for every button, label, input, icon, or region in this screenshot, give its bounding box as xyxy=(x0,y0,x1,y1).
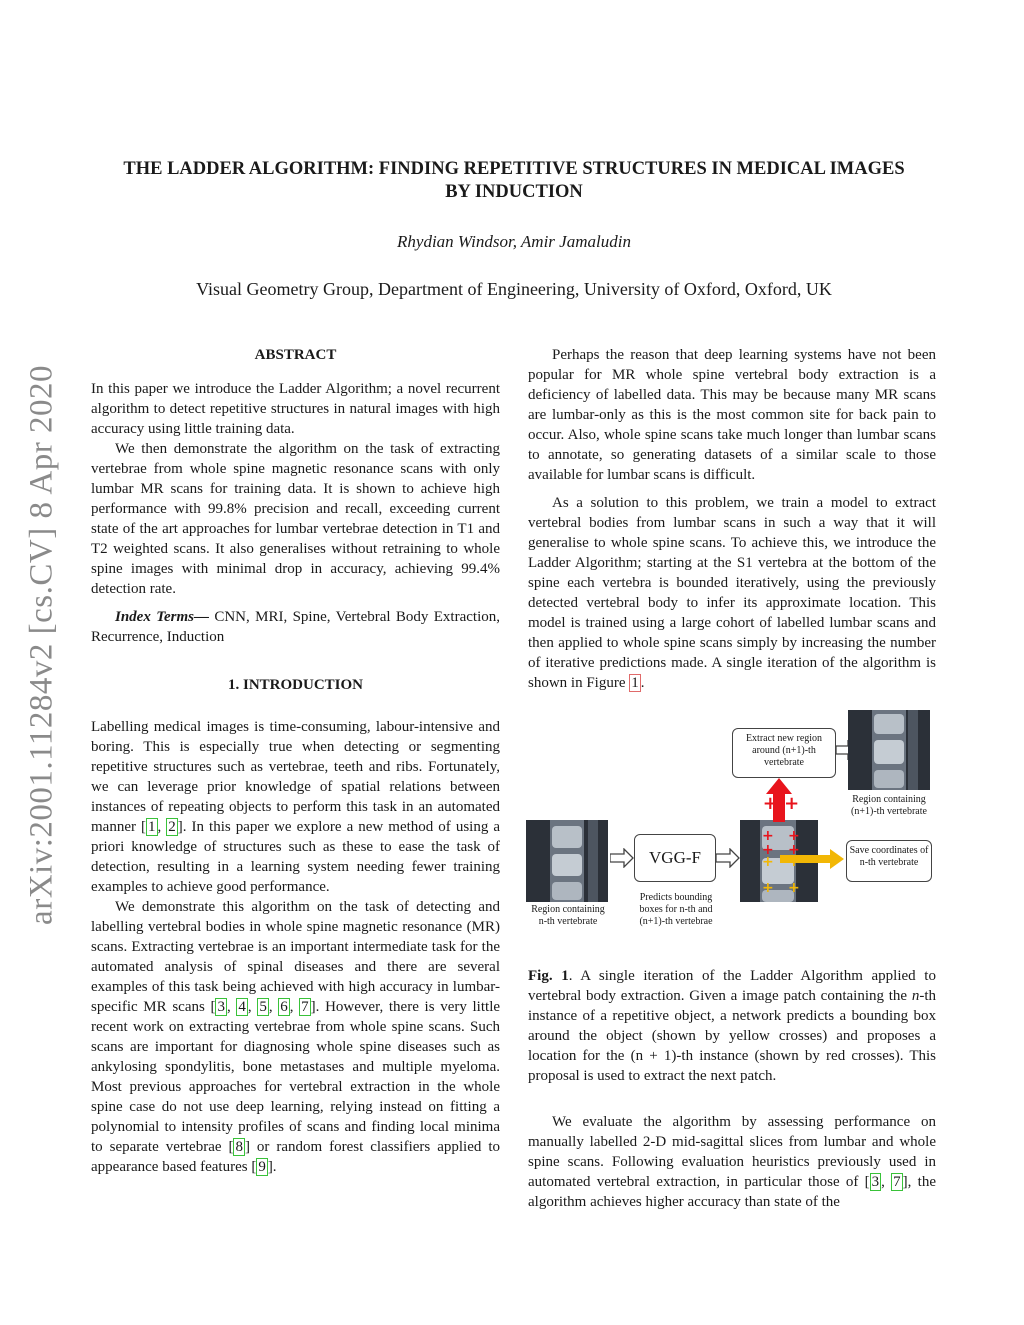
mri-patch-n xyxy=(526,820,608,902)
label-region-n: Region containing n-th vertebrate xyxy=(531,904,605,927)
citation-link[interactable]: 6 xyxy=(280,999,288,1015)
caption-label: Fig. 1 xyxy=(528,968,569,984)
right-column-top xyxy=(528,345,936,693)
svg-text:+: + xyxy=(788,842,800,858)
caption-expr: (n + 1) xyxy=(630,1048,677,1064)
caption-text-c: -th instance (shown by red crosses). This proposal is used to extract the next patch. xyxy=(528,1048,937,1084)
index-terms-label: Index Terms— xyxy=(115,609,209,625)
right-p3-text-a: We evaluate the algorithm by assessing performance on manually labelled 2-D mid-sagittal slices from lumbar and whole spine scans. Following evaluation heuristics previously used in automated vertebral extraction, in particular those of [ xyxy=(528,1114,936,1190)
citation-link[interactable]: 4 xyxy=(238,999,246,1015)
intro-heading: 1. INTRODUCTION xyxy=(227,677,363,693)
index-terms xyxy=(91,607,500,647)
label-region-n-plus-1: Region containing (n+1)-th vertebrate xyxy=(851,794,927,817)
figure-caption xyxy=(528,966,936,1086)
svg-text:+: + xyxy=(762,828,774,844)
abstract-heading: ABSTRACT xyxy=(254,347,337,363)
svg-text:+: + xyxy=(762,854,774,870)
intro-paragraph-1: Labelling medical images is time-consuming, labour-intensive and boring. This is especially true when detecting or segmenting repetitive structures such as vertebrae, teeth and ribs. Fortunately, we can leverage prior knowledge of spatial relations between instances of repeating objects to perform this task in an automated manner [ 1 , 2 ]. In this paper we explore a new method of using a priori knowledge of structures such as these to ease the task of detection, resulting in a learning system needing fewer training examples to achieve good performance. xyxy=(91,719,500,895)
save-coordinates-box: Save coordinates of n-th vertebrate xyxy=(846,840,932,882)
citation-link[interactable]: 5 xyxy=(259,999,267,1015)
citation-link[interactable]: 3 xyxy=(871,1174,880,1190)
intro-p2-text-a: We demonstrate this algorithm on the task of detecting and labelling vertebral bodies in whole spine magnetic resonance (MR) scans. Extracting vertebrae is an important intermediate task for the automated analysis of spinal diseases and there are several examples of this task being achieved with high accuracy in lumbar-specific MR scans [ xyxy=(91,899,500,1015)
right-column-bottom xyxy=(528,1112,936,1212)
index-terms-text: CNN, MRI, Spine, Vertebral Body Extraction, Recurrence, Induction xyxy=(91,609,500,645)
right-paragraph-1: Perhaps the reason that deep learning systems have not been popular for MR whole spine vertebral body extraction is a deficiency of labelled data. This may be because many MR scans are lumbar-only as this is the most common site for back pain to occur. Also, whole spine scans take much longer than lumbar scans to annotate, so generating datasets of a similar scale to those available for lumbar scans is difficult. xyxy=(528,347,936,483)
intro-p1-text-a: Labelling medical images is time-consuming, labour-intensive and boring. This is especially true when detecting or segmenting repetitive structures such as vertebrae, teeth and ribs. Fortunately, we can leverage prior knowledge of spatial relations between instances of repeating objects to perform this task in an automated manner [ xyxy=(91,719,500,835)
intro-p2-text-d: ]. xyxy=(267,1159,277,1175)
authors: Rhydian Windsor, Amir Jamaludin xyxy=(397,232,631,251)
right-p2-text-a: As a solution to this problem, we train a model to extract vertebral bodies from lumbar scans in such a way that it will generalise to whole spine scans. To achieve this, we introduce the Ladder Algorithm; starting at the S1 vertebra at the bottom of the spine each vertebra is bounded iteratively, using the previously detected vertebral body to infer its approximate location. This model is trained using a large cohort of labelled lumbar scans and then applied to whole spine scans simply by increasing the number of iterative predictions made. A single iteration of the algorithm is shown in Figure xyxy=(528,495,936,691)
arxiv-identifier: arXiv:2001.11284v2 [cs.CV] 8 Apr 2020 xyxy=(23,365,60,925)
right-arrow-icon xyxy=(716,848,740,868)
spine-image-icon xyxy=(526,820,608,902)
title-line-2: BY INDUCTION xyxy=(445,182,583,202)
citation-link[interactable]: 9 xyxy=(258,1159,266,1175)
svg-text:+: + xyxy=(762,842,774,858)
title-line-1: THE LADDER ALGORITHM: FINDING REPETITIVE STRUCTURES IN MEDICAL IMAGES xyxy=(123,159,905,179)
red-plus-marks: + + xyxy=(762,793,800,814)
abstract-paragraph-2: We then demonstrate the algorithm on the task of extracting vertebrae from whole spine magnetic resonance scans with only lumbar MR scans for training data. It is shown to achieve high performance with 99.8% precision and recall, exceeding current state of the art approaches for lumbar vertebrae detection in T1 and T2 weighted scans. It also generalises without retraining to whole spine images with minimal drop in accuracy, achieving 99.4% detection rate. xyxy=(91,441,500,597)
vgg-f-box: VGG-F xyxy=(634,834,716,882)
caption-var-n: n xyxy=(911,988,920,1004)
extract-region-box: Extract new region around (n+1)-th vertebrate xyxy=(732,728,836,778)
citation-link[interactable]: 7 xyxy=(893,1174,901,1190)
right-arrow-icon xyxy=(610,848,634,868)
svg-text:+: + xyxy=(788,828,800,844)
citation-link[interactable]: 3 xyxy=(217,999,225,1015)
intro-p1-text-b: ]. In this paper we explore a new method of using a priori knowledge of structures such as these to ease the task of detection, resulting in a learning system needing fewer training examples to achieve good performance. xyxy=(91,819,500,895)
right-p2-text-b: . xyxy=(640,675,645,691)
yellow-arrow-icon xyxy=(780,848,846,870)
left-column xyxy=(91,345,500,1177)
mri-patch-n-plus-1 xyxy=(848,710,930,790)
citation-link[interactable]: 8 xyxy=(235,1139,243,1155)
right-paragraph-2 xyxy=(528,493,936,693)
citation-link[interactable]: 2 xyxy=(168,819,176,835)
svg-text:+: + xyxy=(788,880,800,896)
arxiv-sidebar xyxy=(18,355,66,935)
caption-text-a: . A single iteration of the Ladder Algorithm applied to vertebral body extraction. Given a image patch containing the xyxy=(528,968,936,1004)
affiliation: Visual Geometry Group, Department of Engineering, University of Oxford, Oxford, UK xyxy=(196,279,832,299)
paper-title xyxy=(80,158,948,204)
right-p3-text-b: ], the algorithm achieves higher accuracy than state of the xyxy=(528,1174,936,1210)
intro-p2-text-c: ] or random forest classifiers applied to appearance based features [ xyxy=(91,1139,500,1175)
intro-p2-text-b: ]. However, there is very little recent work on extracting vertebrae from whole spine scans. Such scans are important for diagnosing whole spine diseases such as ankylosing spondylitis, bone metastases and multiple myeloma. Most previous approaches for vertebral extraction in the whole spine case do not use deep learning, relying instead on fitting a polynomial to intensity profiles of scans and finding local minima to separate vertebrae [ xyxy=(91,999,501,1155)
figure-ref-link[interactable]: 1 xyxy=(631,675,639,691)
svg-text:+: + xyxy=(762,880,774,896)
label-predicts: Predicts bounding boxes for n-th and (n+1)-th vertebrae xyxy=(639,892,713,927)
spine-image-icon xyxy=(848,710,930,790)
intro-paragraph-2: We demonstrate this algorithm on the task of detecting and labelling vertebral bodies in whole spine magnetic resonance (MR) scans. Extracting vertebrae is an important intermediate task for the automated analysis of spinal diseases and there are several examples of this task being achieved with high accuracy in lumbar-specific MR scans [ 3 , 4 , 5 , 6 , 7 ]. However, there is very little recent work on extracting vertebrae from whole spine scans. Such scans are important for diagnosing whole spine diseases such as ankylosing spondylitis, bone metastases and multiple myeloma. Most previous approaches for vertebral extraction in the whole spine case do not use deep learning, relying instead on fitting a polynomial to intensity profiles of scans and finding local minima to separate vertebrae [ 8 ] or random forest classifiers applied to appearance based features [ 9 ]. xyxy=(91,899,501,1175)
right-paragraph-3: We evaluate the algorithm by assessing performance on manually labelled 2-D mid-sagittal slices from lumbar and whole spine scans. Following evaluation heuristics previously used in automated vertebral extraction, in particular those of [ 3 , 7 ], the algorithm achieves higher accuracy than state of the xyxy=(528,1114,936,1210)
citation-link[interactable]: 1 xyxy=(148,819,156,835)
abstract-paragraph-1: In this paper we introduce the Ladder Algorithm; a novel recurrent algorithm to detect repetitive structures in natural images with high accuracy using little training data. xyxy=(91,381,500,437)
citation-link[interactable]: 7 xyxy=(301,999,309,1015)
caption-text-b: -th instance of a repetitive object, a network predicts a bounding box around the object (shown by yellow crosses) and proposes a location for the xyxy=(528,988,936,1064)
figure-1 xyxy=(526,708,936,944)
